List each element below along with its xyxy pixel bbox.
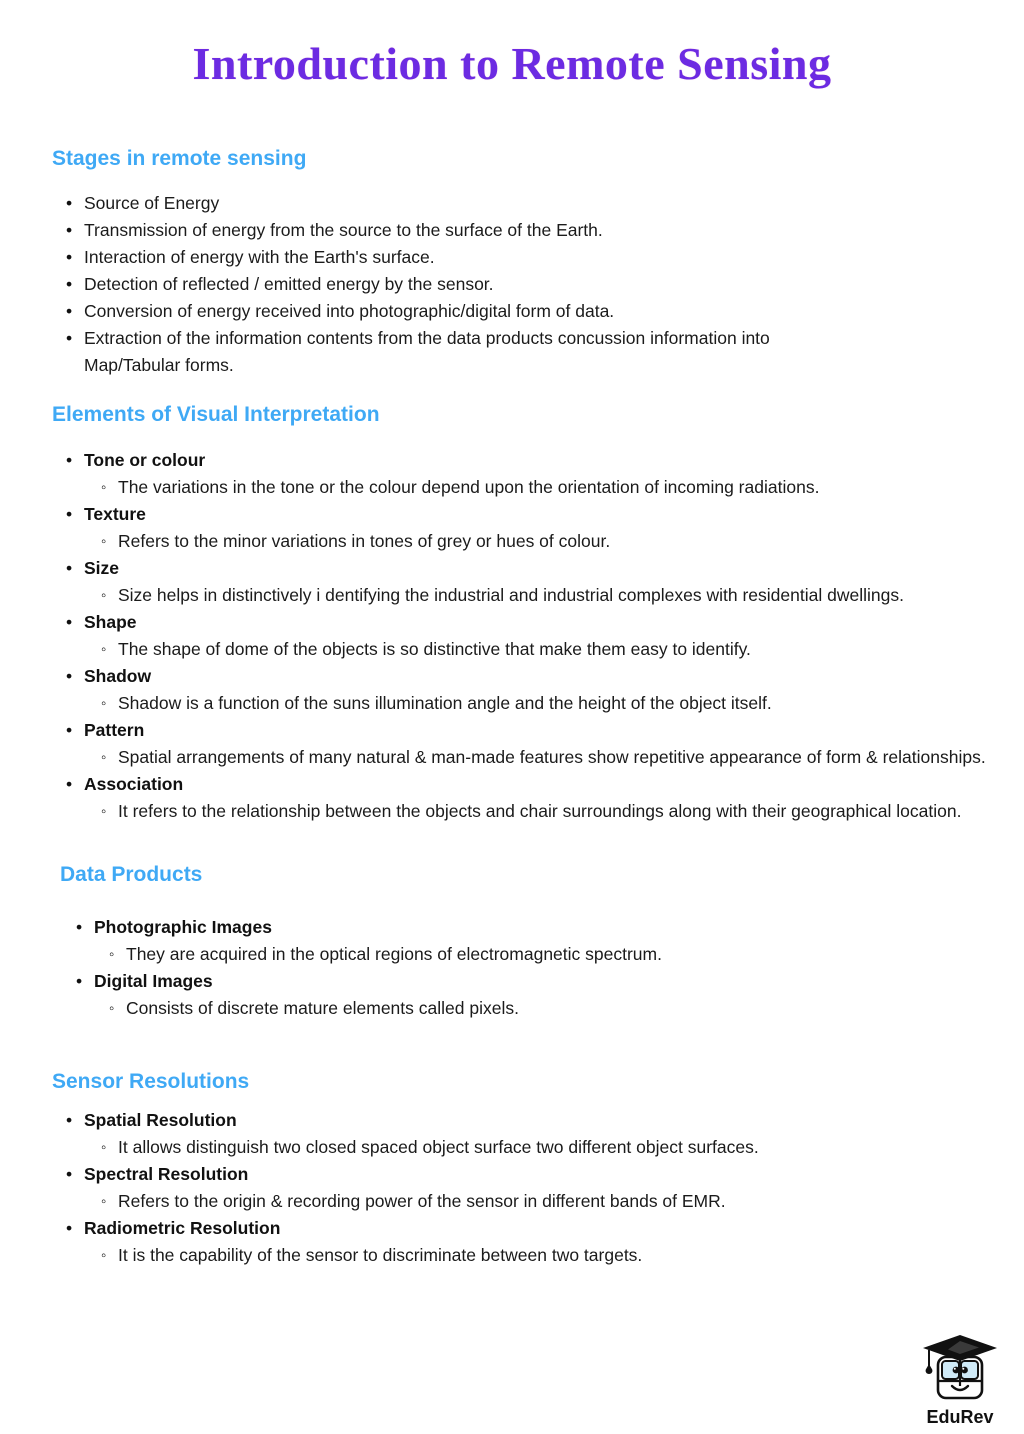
list-text: Refers to the minor variations in tones of grey or hues of colour.: [118, 530, 611, 551]
circle-bullet-icon: ◦: [109, 945, 115, 963]
list-term: Texture: [84, 503, 146, 524]
sub-list-item: [101, 582, 1014, 609]
circle-bullet-icon: ◦: [101, 748, 107, 766]
list-text: They are acquired in the optical regions of electromagnetic spectrum.: [126, 943, 662, 964]
section-heading-elements: Elements of Visual Interpretation: [52, 403, 380, 427]
list-item: [66, 663, 1014, 690]
section-elements-of-visual-interpretation: [52, 402, 1014, 824]
list-item: [66, 244, 1014, 271]
list-term: Tone or colour: [84, 449, 206, 470]
disc-bullet-icon: •: [76, 970, 83, 991]
list-text: Detection of reflected / emitted energy by the sensor.: [84, 274, 494, 295]
list-item: [66, 771, 1014, 798]
page-title: Introduction to Remote Sensing: [192, 38, 832, 89]
list-term: Size: [84, 557, 120, 578]
sub-list-item: [109, 941, 1014, 968]
list-text: The shape of dome of the objects is so distinctive that make them easy to identify.: [118, 638, 751, 659]
edurev-mascot-icon: [921, 1335, 999, 1401]
list-item: [66, 501, 1014, 528]
section-heading-stages: Stages in remote sensing: [52, 147, 307, 171]
circle-bullet-icon: ◦: [101, 532, 107, 550]
circle-bullet-icon: ◦: [101, 802, 107, 820]
disc-bullet-icon: •: [66, 328, 73, 349]
list-text: Source of Energy: [84, 193, 220, 214]
circle-bullet-icon: ◦: [101, 640, 107, 658]
sub-list-item: [101, 1134, 1014, 1161]
circle-bullet-icon: ◦: [101, 1247, 107, 1265]
list-text: Spatial arrangements of many natural & man-made features show repetitive appearance of form & relationships.: [118, 746, 986, 767]
disc-bullet-icon: •: [66, 773, 73, 794]
disc-bullet-icon: •: [66, 1110, 73, 1131]
disc-bullet-icon: •: [66, 1164, 73, 1185]
document-content: [0, 146, 1024, 1269]
disc-bullet-icon: •: [66, 611, 73, 632]
bullet-list-stages: [52, 190, 1014, 379]
bullet-list-data-products: [52, 914, 1014, 1022]
circle-bullet-icon: ◦: [101, 1193, 107, 1211]
sub-list-item: [101, 1242, 1014, 1269]
disc-bullet-icon: •: [66, 557, 73, 578]
disc-bullet-icon: •: [66, 503, 73, 524]
list-item: [66, 1161, 1014, 1188]
list-item: [66, 217, 1014, 244]
list-term: Association: [84, 773, 184, 794]
list-item: [76, 968, 1014, 995]
list-item: [66, 447, 1014, 474]
list-text: Extraction of the information contents from the data products concussion information into Map/Tabular forms.: [84, 328, 770, 376]
list-term: Photographic Images: [94, 916, 272, 937]
section-stages-in-remote-sensing: [52, 146, 1014, 379]
sub-list-item: [101, 636, 1014, 663]
list-term: Digital Images: [94, 970, 213, 991]
list-text: Consists of discrete mature elements called pixels.: [126, 997, 519, 1018]
list-item: [66, 1107, 1014, 1134]
list-text: Shadow is a function of the suns illumination angle and the height of the object itself.: [118, 692, 772, 713]
disc-bullet-icon: •: [66, 449, 73, 470]
list-item: [66, 271, 1014, 298]
circle-bullet-icon: ◦: [109, 999, 115, 1017]
list-text: Refers to the origin & recording power of the sensor in different bands of EMR.: [118, 1191, 726, 1212]
bullet-list-sensor-resolutions: [52, 1107, 1014, 1269]
list-term: Radiometric Resolution: [84, 1218, 281, 1239]
list-text: It allows distinguish two closed spaced object surface two different object surfaces.: [118, 1137, 759, 1158]
list-text: Conversion of energy received into photographic/digital form of data.: [84, 301, 615, 322]
sub-list-item: [101, 744, 1014, 771]
list-term: Pattern: [84, 719, 145, 740]
sub-list-item: [109, 995, 1014, 1022]
bullet-list-elements: [52, 447, 1014, 825]
sub-list-item: [101, 528, 1014, 555]
circle-bullet-icon: ◦: [101, 478, 107, 496]
sub-list-item: [101, 798, 1014, 825]
list-term: Shape: [84, 611, 137, 632]
list-item: [66, 609, 1014, 636]
disc-bullet-icon: •: [66, 193, 73, 214]
list-item: [66, 555, 1014, 582]
list-term: Spatial Resolution: [84, 1110, 237, 1131]
section-sensor-resolutions: [52, 1069, 1014, 1269]
circle-bullet-icon: ◦: [101, 1139, 107, 1157]
section-heading-sensor-resolutions: Sensor Resolutions: [52, 1069, 250, 1093]
list-text: It refers to the relationship between the objects and chair surroundings along with their geographical location.: [118, 800, 962, 821]
section-heading-data-products: Data Products: [60, 862, 203, 886]
list-term: Spectral Resolution: [84, 1164, 249, 1185]
circle-bullet-icon: ◦: [101, 586, 107, 604]
disc-bullet-icon: •: [66, 301, 73, 322]
list-text: Interaction of energy with the Earth's surface.: [84, 247, 435, 268]
list-item: [66, 298, 1014, 325]
disc-bullet-icon: •: [76, 916, 83, 937]
edurev-brand-text: EduRev: [926, 1407, 994, 1427]
sub-list-item: [101, 474, 1014, 501]
disc-bullet-icon: •: [66, 1218, 73, 1239]
section-data-products: [52, 862, 1014, 1022]
list-text: Transmission of energy from the source to the surface of the Earth.: [84, 220, 603, 241]
sub-list-item: [101, 690, 1014, 717]
list-item: [66, 190, 1014, 217]
sub-list-item: [101, 1188, 1014, 1215]
list-text: The variations in the tone or the colour depend upon the orientation of incoming radiations.: [118, 476, 820, 497]
list-text: It is the capability of the sensor to discriminate between two targets.: [118, 1245, 643, 1266]
list-item: [66, 1215, 1014, 1242]
list-item: [66, 717, 1014, 744]
list-item: [66, 325, 1014, 379]
disc-bullet-icon: •: [66, 220, 73, 241]
list-term: Shadow: [84, 665, 152, 686]
circle-bullet-icon: ◦: [101, 694, 107, 712]
list-text: Size helps in distinctively i dentifying the industrial and industrial complexes with residential dwellings.: [118, 584, 904, 605]
list-item: [76, 914, 1014, 941]
disc-bullet-icon: •: [66, 247, 73, 268]
disc-bullet-icon: •: [66, 665, 73, 686]
disc-bullet-icon: •: [66, 719, 73, 740]
edurev-logo: [908, 1335, 1012, 1428]
disc-bullet-icon: •: [66, 274, 73, 295]
